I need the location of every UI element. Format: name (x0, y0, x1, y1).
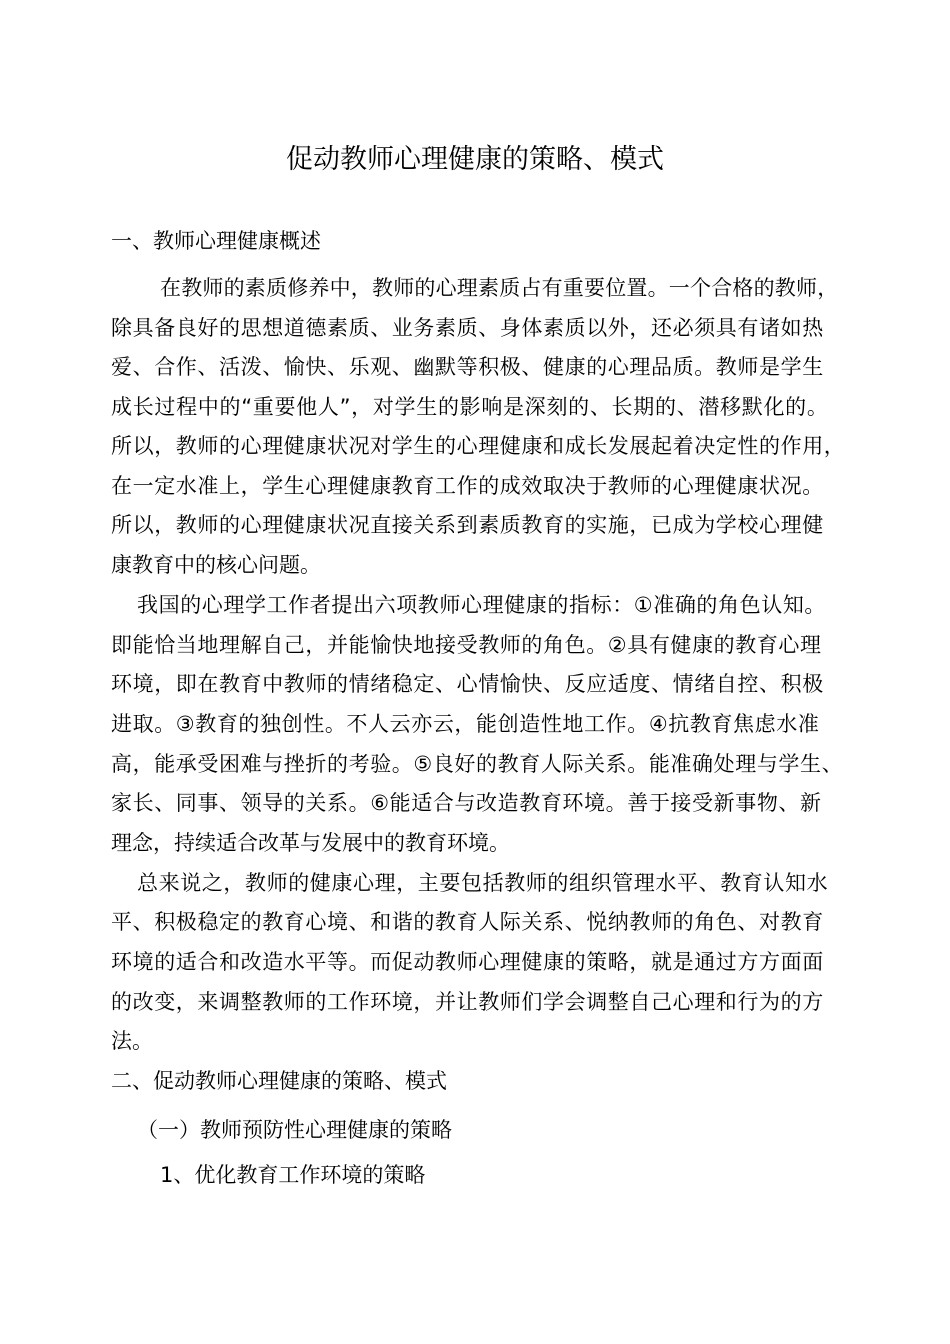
paragraph-line: 在一定水准上，学生心理健康教育工作的成效取决于教师的心理健康状况。 (111, 474, 824, 498)
section-heading-2: 二、促动教师心理健康的策略、模式 (111, 1069, 447, 1093)
paragraph-line: 除具备良好的思想道德素质、业务素质、身体素质以外，还必须具有诸如热 (111, 316, 824, 340)
paragraph-line: 所以，教师的心理健康状况直接关系到素质教育的实施，已成为学校心理健 (111, 513, 824, 537)
paragraph-line: 在教师的素质修养中，教师的心理素质占有重要位置。一个合格的教师， (160, 276, 839, 300)
section-heading-1: 一、教师心理健康概述 (111, 229, 321, 253)
paragraph-line: 即能恰当地理解自己，并能愉快地接受教师的角色。②具有健康的教育心理 (111, 633, 822, 657)
paragraph-line: 高，能承受困难与挫折的考验。⑤良好的教育人际关系。能准确处理与学生、 (111, 752, 844, 776)
paragraph-line: 平、积极稳定的教育心境、和谐的教育人际关系、悦纳教师的角色、对教育 (111, 910, 824, 934)
paragraph-line: 环境，即在教育中教师的情绪稳定、心情愉快、反应适度、情绪自控、积极 (111, 672, 824, 696)
paragraph-line: 进取。③教育的独创性。不人云亦云，能创造性地工作。④抗教育焦虑水准 (111, 712, 820, 736)
subsubsection-heading: 1、优化教育工作环境的策略 (160, 1163, 426, 1187)
document-title: 促动教师心理健康的策略、模式 (286, 144, 664, 175)
paragraph-line: 家长、同事、领导的关系。⑥能适合与改造教育环境。善于接受新事物、新 (111, 791, 822, 815)
paragraph-line: 爱、合作、活泼、愉快、乐观、幽默等积极、健康的心理品质。教师是学生 (111, 355, 824, 379)
paragraph-line: 的改变，来调整教师的工作环境，并让教师们学会调整自己心理和行为的方 (111, 990, 824, 1014)
paragraph-line: 理念，持续适合改革与发展中的教育环境。 (111, 831, 510, 855)
paragraph-line: 康教育中的核心问题。 (111, 553, 321, 577)
paragraph-line: 总来说之，教师的健康心理，主要包括教师的组织管理水平、教育认知水 (137, 871, 829, 895)
paragraph-line: 我国的心理学工作者提出六项教师心理健康的指标：①准确的角色认知。 (137, 593, 827, 617)
paragraph-line: 成长过程中的“重要他人”，对学生的影响是深刻的、长期的、潜移默化的。 (111, 395, 829, 419)
paragraph-line: 环境的适合和改造水平等。而促动教师心理健康的策略，就是通过方方面面 (111, 950, 824, 974)
subsection-heading: （一）教师预防性心理健康的策略 (137, 1118, 452, 1142)
paragraph-line: 法。 (111, 1029, 153, 1053)
paragraph-line: 所以，教师的心理健康状况对学生的心理健康和成长发展起着决定性的作用， (111, 434, 846, 458)
